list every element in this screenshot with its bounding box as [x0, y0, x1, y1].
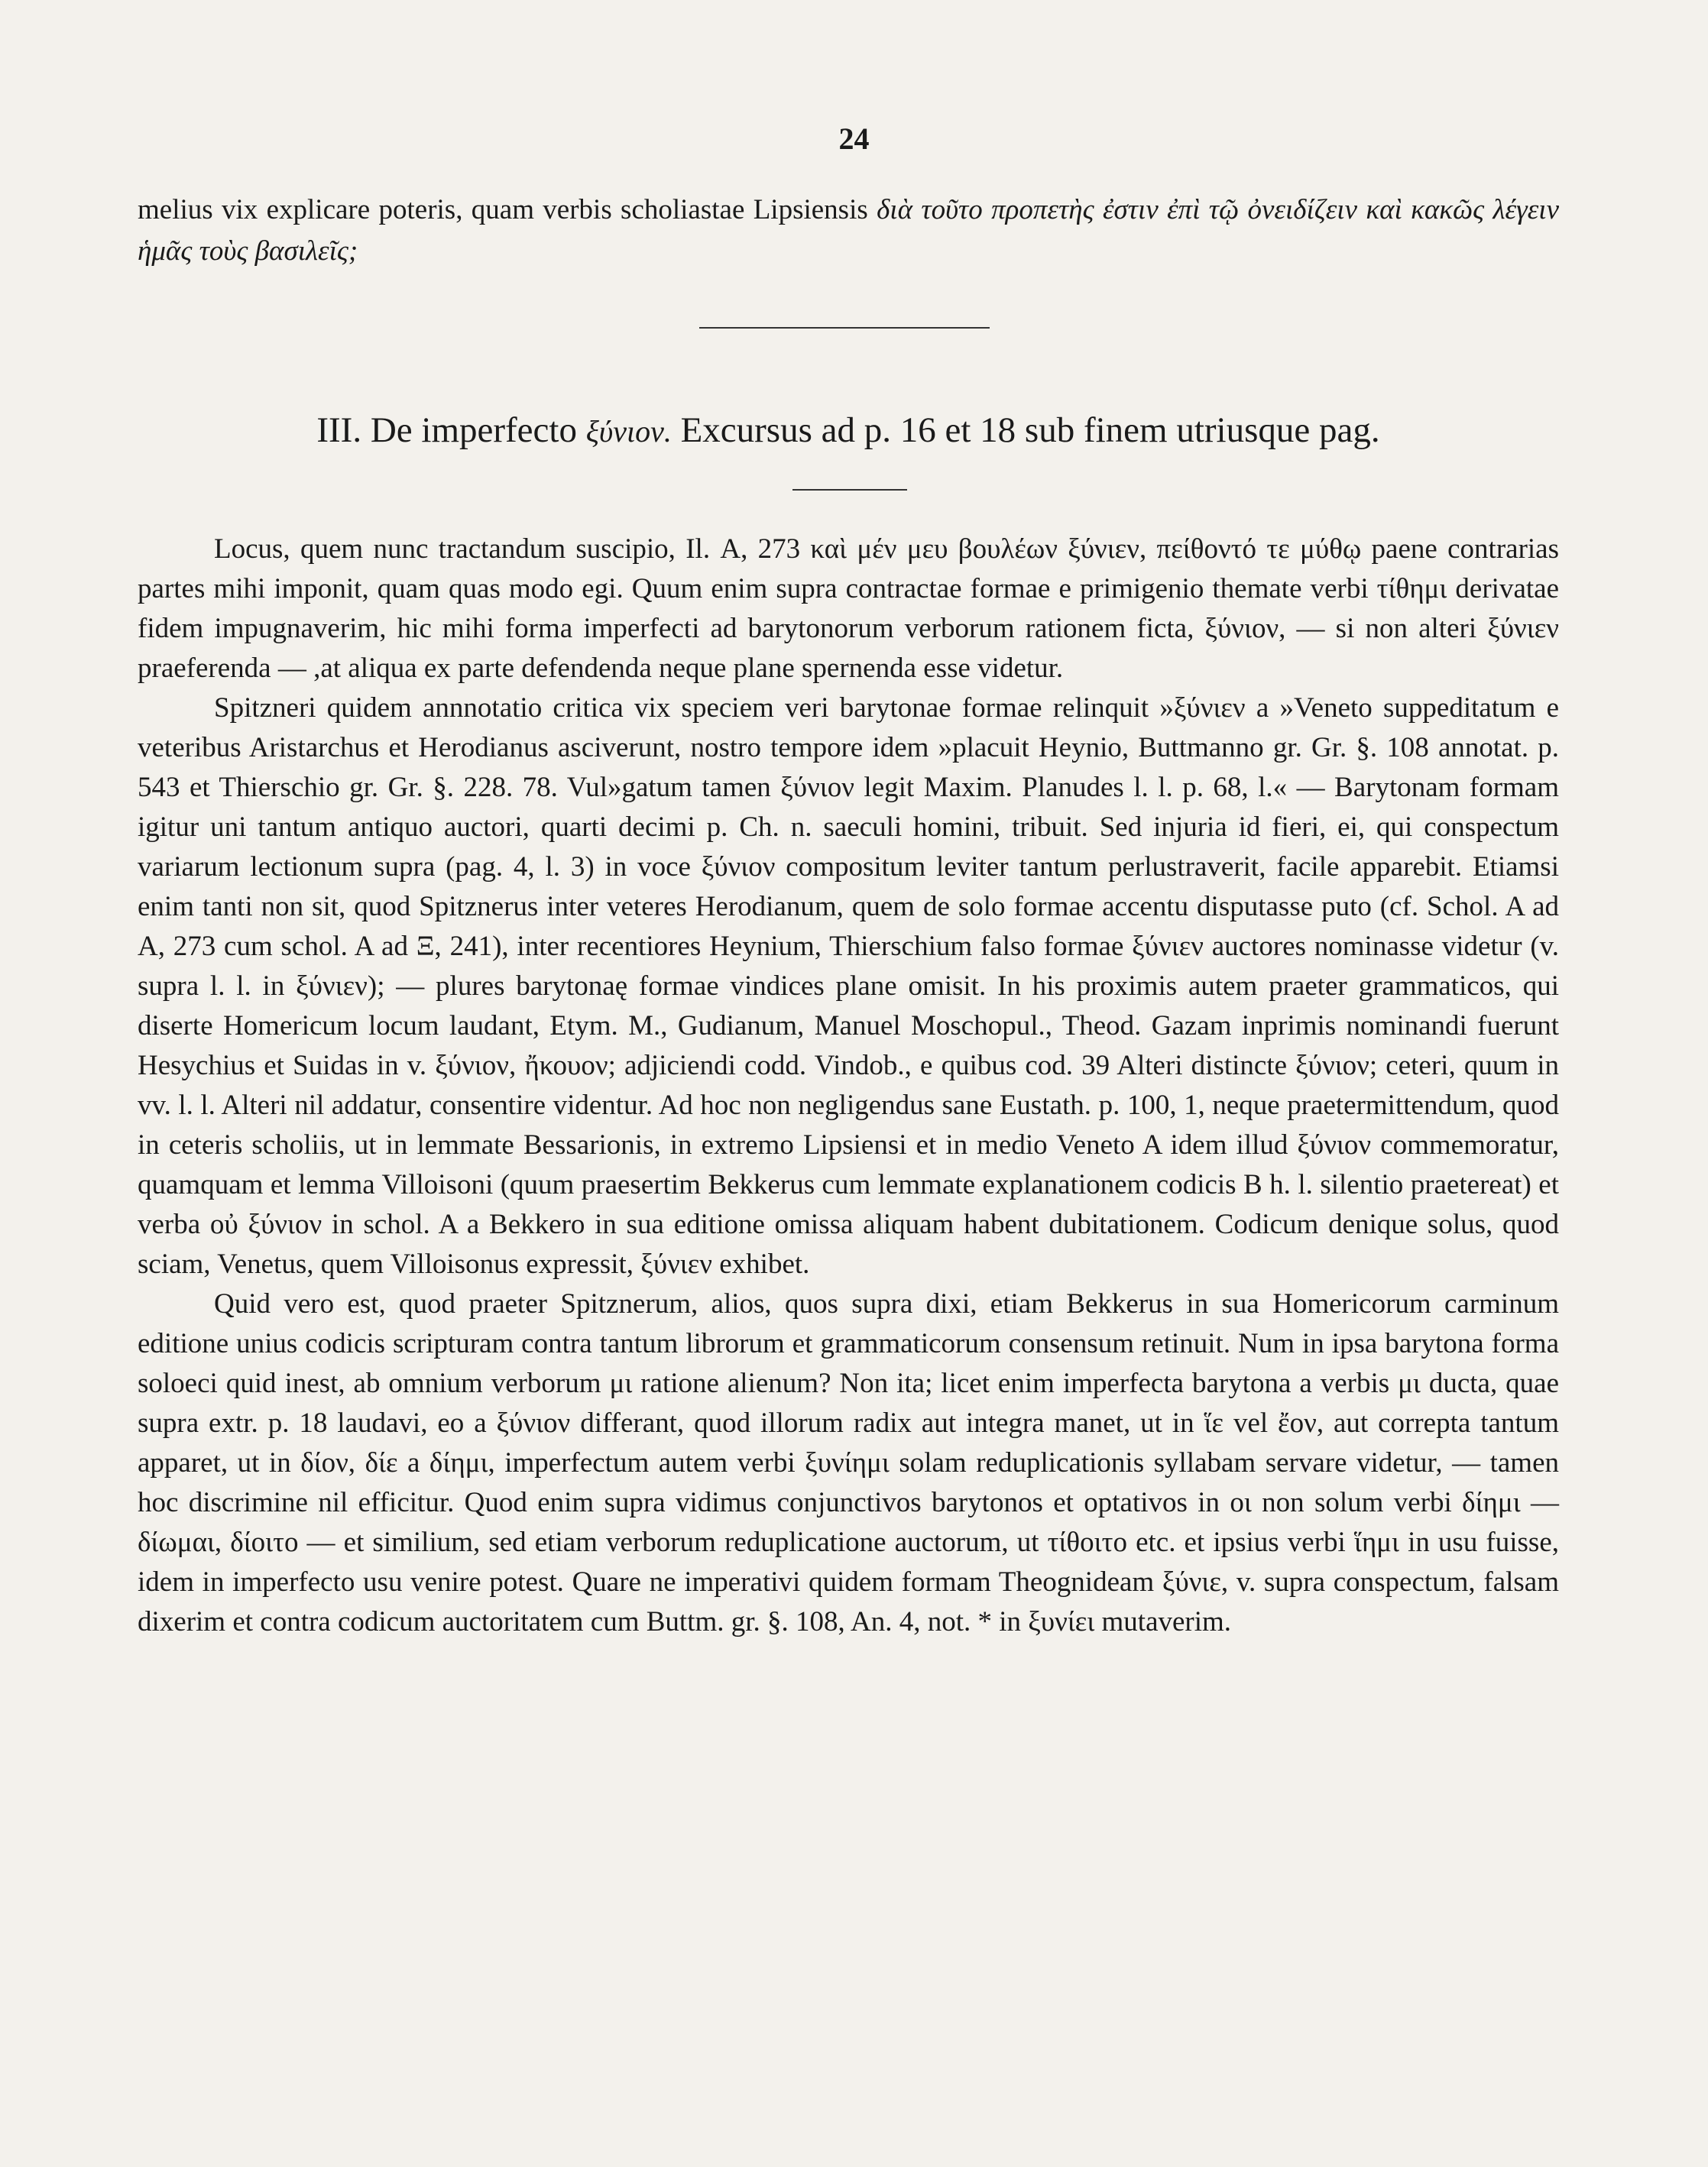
- paragraph-2: Spitzneri quidem annnotatio critica vix speciem veri barytonae formae relinquit »ξύνιεν a »Veneto suppeditatum e veteribus Aristarchus et Herodianus asciverunt, nostro tempore idem »placuit Heynio, Buttmanno gr. Gr. §. 108 annotat. p. 543 et Thierschio gr. Gr. §. 228. 78. Vul»gatum tamen ξύνιον legit Maxim. Planudes l. l. p. 68, l.« — Barytonam formam igitur uni tantum antiquo auctori, quarti decimi p. Ch. n. saeculi homini, tribuit. Sed injuria id fieri, ei, qui conspectum variarum lectionum supra (pag. 4, l. 3) in voce ξύνιον compositum leviter tantum perlustraverit, facile apparebit. Etiamsi enim tanti non sit, quod Spitznerus inter veteres Herodianum, quem de solo formae accentu disputasse puto (cf. Schol. A ad Α, 273 cum schol. A ad Ξ, 241), inter recentiores Heynium, Thierschium falso formae ξύνιεν auctores nominasse videtur (v. supra l. l. in ξύνιεν); — plures barytonaę formae vindices plane omisit. In his proximis autem praeter grammaticos, qui diserte Homericum locum laudant, Etym. M., Gudianum, Manuel Moschopul., Theod. Gazam inprimis nominandi fuerunt Hesychius et Suidas in v. ξύνιον, ἤκουον; adjiciendi codd. Vindob., e quibus cod. 39 Alteri distincte ξύνιον; ceteri, quum in vv. l. l. Alteri nil addatur, consentire videntur. Ad hoc non negligendus sane Eustath. p. 100, 1, neque praetermittendum, quod in ceteris scholiis, ut in lemmate Bessarionis, in extremo Lipsiensi et in medio Veneto A idem illud ξύνιον commemoratur, quamquam et lemma Villoisoni (quum praesertim Bekkerus cum lemmate explanationem codicis B h. l. silentio praetereat) et verba οὐ ξύνιον in schol. A a Bekkero in sua editione omissa aliquam habent dubitationem. Codicum denique solus, quod sciam, Venetus, quem Villoisonus expressit, ξύνιεν exhibet.: [138, 692, 1559, 1280]
- page-number: 24: [838, 121, 870, 156]
- body-text: [138, 530, 1559, 1642]
- section-heading: [138, 407, 1559, 455]
- separator-rule: [699, 327, 990, 329]
- heading-underline: [792, 489, 907, 491]
- intro-greek-quote: διὰ τοῦτο προπετὴς ἐστιν ἐπὶ τῷ ὀνειδίζειν καὶ κακῶς λέγειν ἡμᾶς τοὺς βασιλεῖς;: [138, 194, 1559, 267]
- intro-text: melius vix explicare poteris, quam verbis scholiastae Lipsiensis: [138, 194, 868, 225]
- paragraph-3: Quid vero est, quod praeter Spitznerum, alios, quos supra dixi, etiam Bekkerus in sua Homericorum carminum editione unius codicis scripturam contra tantum librorum et grammaticorum consensum retinuit. Num in ipsa barytona forma soloeci quid inest, ab omnium verborum μι ratione alienum? Non ita; licet enim imperfecta barytona a verbis μι ducta, quae supra extr. p. 18 laudavi, eo a ξύνιον differant, quod illorum radix aut integra manet, ut in ἵε vel ἔον, aut correpta tantum apparet, ut in δίον, δίε a δίημι, imperfectum autem verbi ξυνίημι solam reduplicationis syllabam servare videtur, — tamen hoc discrimine nil efficitur. Quod enim supra vidimus conjunctivos barytonos et optativos in οι non solum verbi δίημι — δίωμαι, δίοιτο — et similium, sed etiam verborum reduplicatione auctorum, ut τίθοιτο etc. et ipsius verbi ἵημι in usu fuisse, idem in imperfecto usu venire potest. Quare ne imperativi quidem formam Theognideam ξύνιε, v. supra conspectum, falsam dixerim et contra codicum auctoritatem cum Buttm. gr. §. 108, An. 4, not. * in ξυνίει mutaverim.: [138, 1288, 1559, 1637]
- section-title-start: De imperfecto: [370, 410, 577, 450]
- section-title-end: Excursus ad p. 16 et 18 sub finem utriusque pag.: [680, 410, 1380, 450]
- section-greek-word: ξύνιον.: [585, 414, 672, 449]
- section-numeral: III.: [316, 410, 362, 450]
- paragraph-1: Locus, quem nunc tractandum suscipio, Il. Α, 273 καὶ μέν μευ βουλέων ξύνιεν, πείθοντό τε μύθῳ paene contrarias partes mihi imponit, quam quas modo egi. Quum enim supra contractae formae e primigenio themate verbi τίθημι derivatae fidem impugnaverim, hic mihi forma imperfecti ad barytonorum verborum rationem ficta, ξύνιον, — si non alteri ξύνιεν praeferenda — ,at aliqua ex parte defendenda neque plane spernenda esse videtur.: [138, 533, 1559, 684]
- intro-paragraph: [138, 189, 1559, 272]
